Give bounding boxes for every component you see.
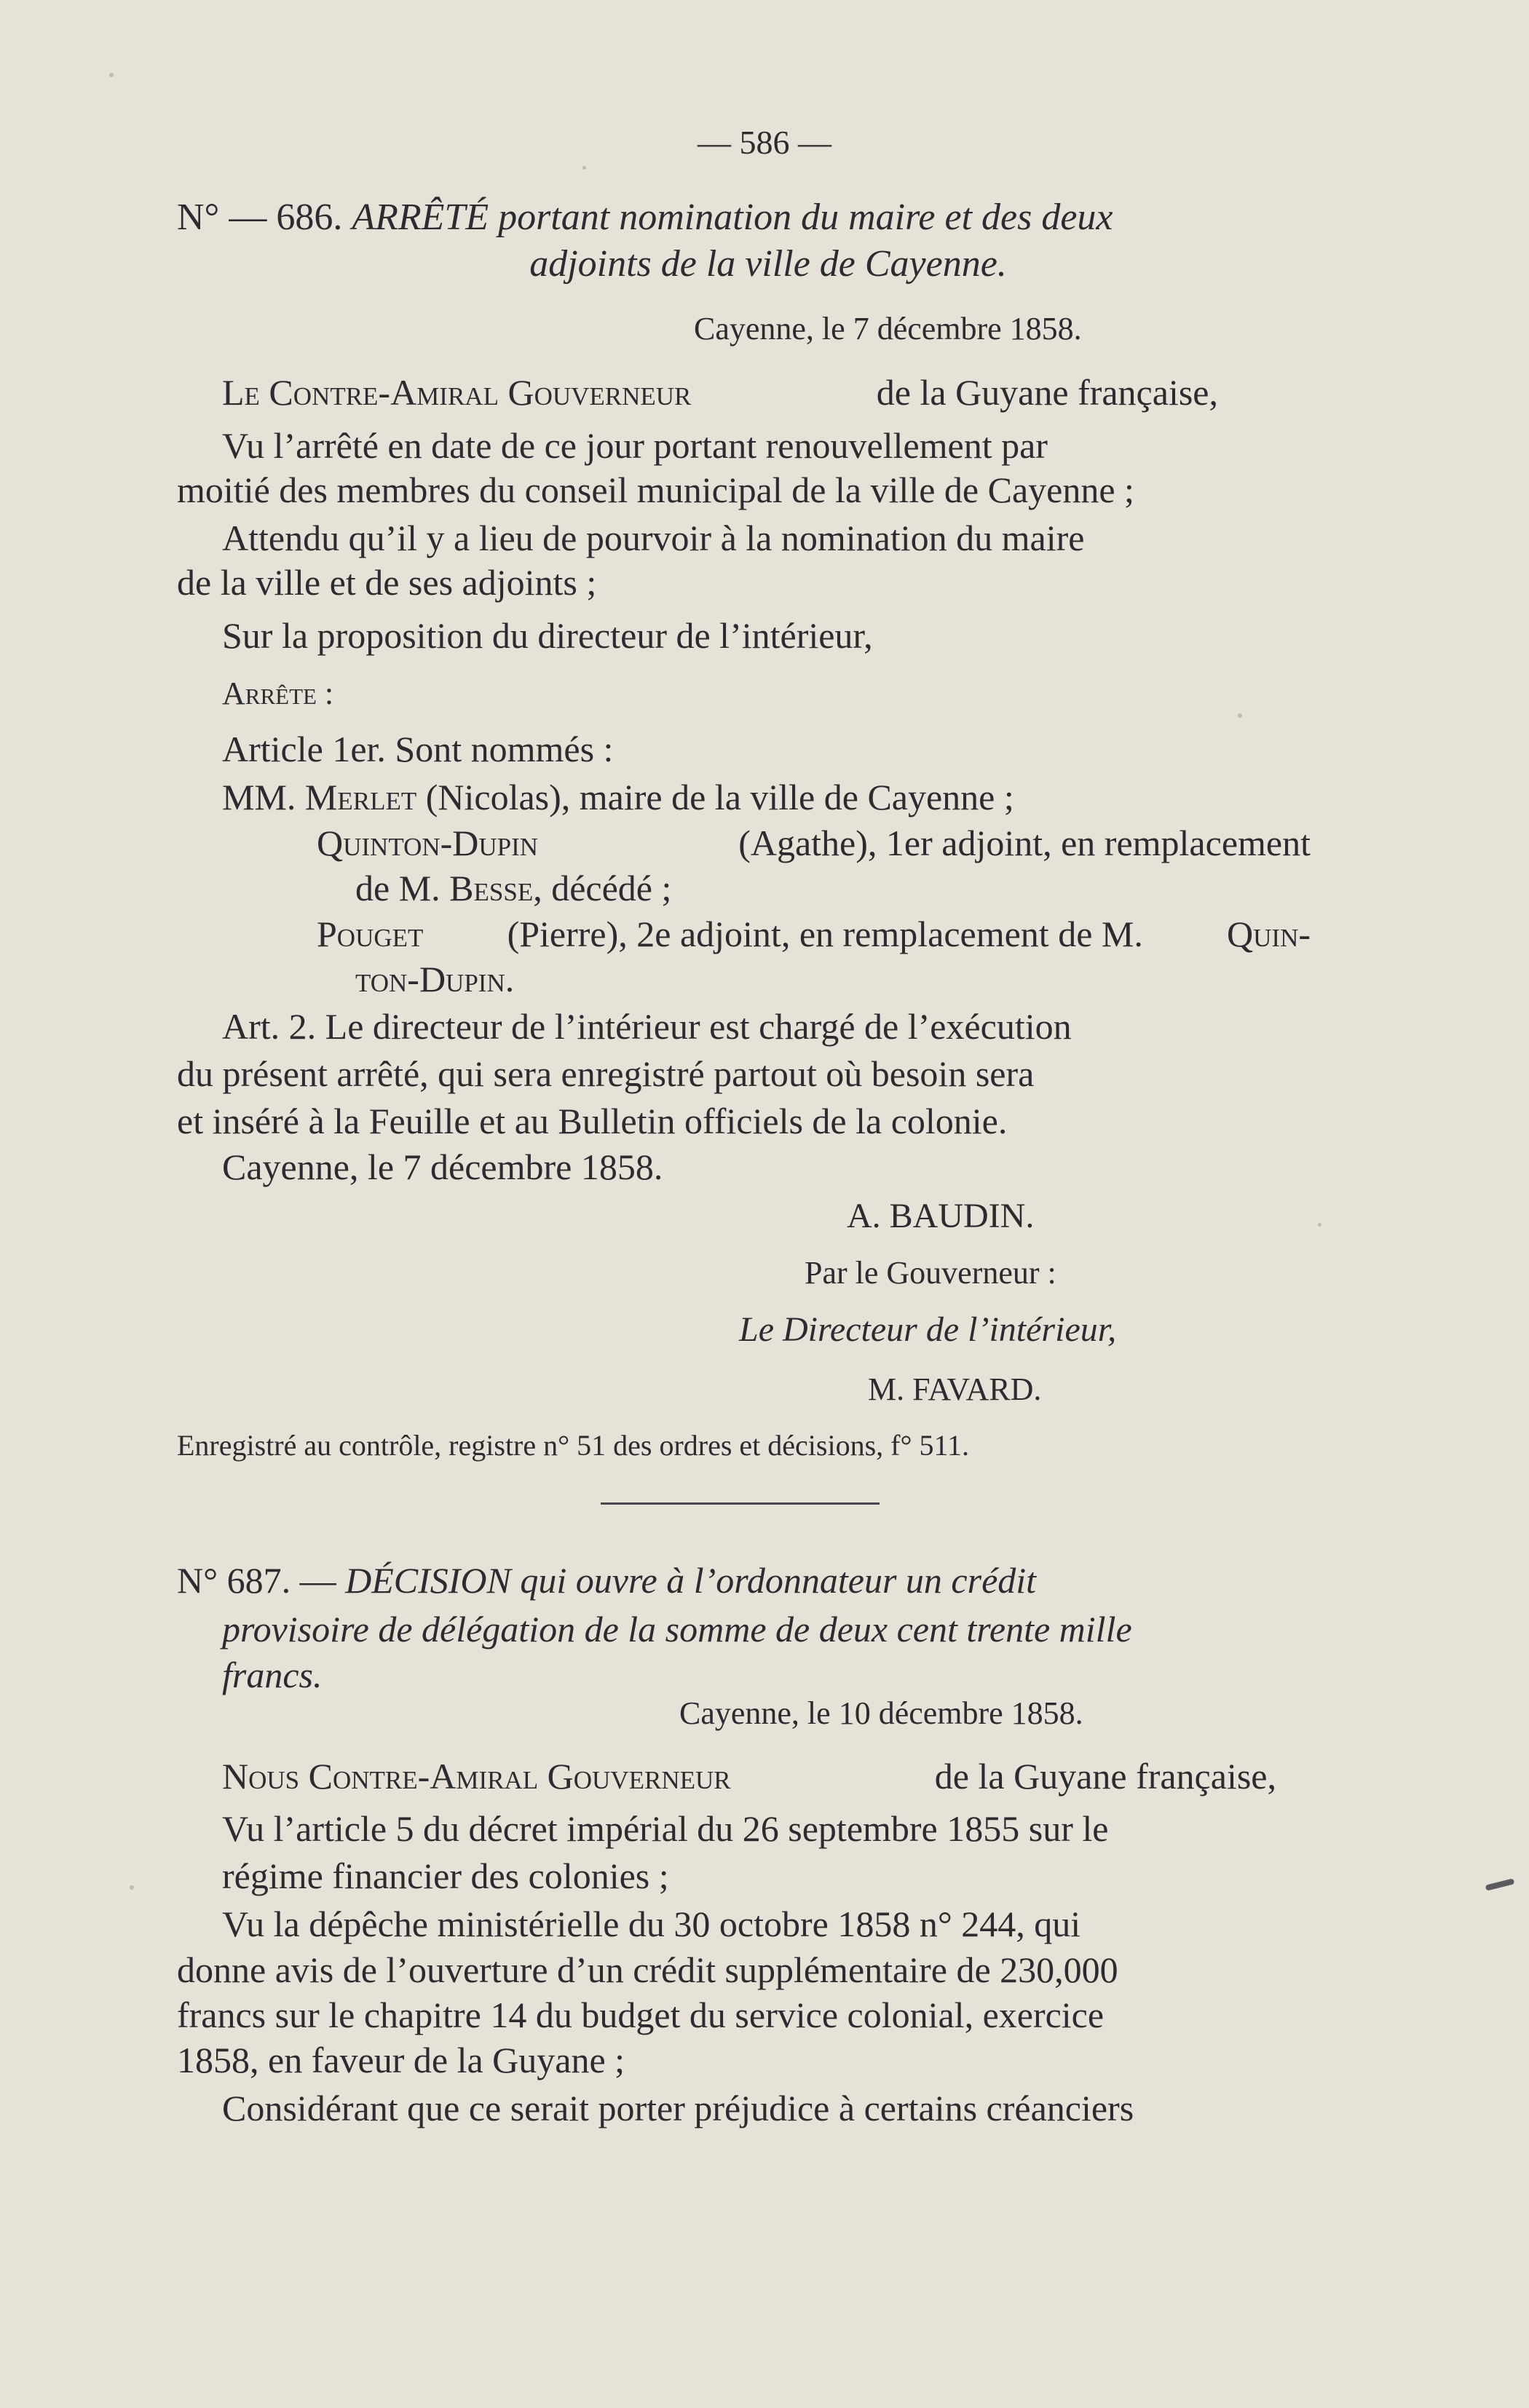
appointment-text: de M.: [355, 868, 440, 908]
preamble-line-1: [222, 1756, 1276, 1797]
text-line: 1858, en faveur de la Guyane ;: [177, 2040, 625, 2080]
heading-686-title: ARRÊTÉ portant nomination du maire et des deux: [352, 197, 1113, 238]
text-line: Vu l’article 5 du décret impérial du 26 septembre 1855 sur le: [222, 1808, 1109, 1849]
text-line: Considérant que ce serait porter préjudice à certains créanciers: [222, 2088, 1134, 2128]
appointment-text: (Agathe), 1er adjoint, en remplacement: [738, 823, 1311, 863]
authority-territory: de la Guyane française,: [876, 372, 1218, 413]
appointment-adjoint-2: [317, 916, 1311, 952]
preamble-line-1: [222, 374, 1218, 411]
appointment-text: , décédé ;: [533, 868, 672, 908]
appointment-adjoint-1: [317, 825, 1311, 861]
paper-speck: [109, 73, 114, 77]
authority-title: Le Contre-Amiral Gouverneur: [222, 372, 692, 413]
appointee-name: Merlet: [304, 777, 417, 817]
replaced-name: Quin-: [1227, 914, 1311, 954]
heading-687-number: N° 687. —: [177, 1560, 336, 1601]
closing-dateline: Cayenne, le 7 décembre 1858.: [222, 1146, 663, 1187]
dateline-687: Cayenne, le 10 décembre 1858.: [679, 1695, 1083, 1731]
text-line: du présent arrêté, qui sera enregistré partout où besoin sera: [177, 1053, 1035, 1094]
appointment-adjoint-2-continued: ton-Dupin.: [355, 959, 515, 999]
authority-territory: de la Guyane française,: [934, 1756, 1276, 1797]
appointment-prefix: MM.: [222, 777, 296, 817]
heading-687-continued: francs.: [222, 1655, 323, 1695]
appointment-adjoint-1-continued: [355, 870, 671, 906]
par-le-gouverneur: Par le Gouverneur :: [805, 1255, 1056, 1291]
paper-speck: [130, 1885, 134, 1890]
heading-687: [177, 1562, 1311, 1599]
article-2: Art. 2. Le directeur de l’intérieur est chargé de l’exécution: [222, 1006, 1072, 1047]
appointee-name: Quinton-Dupin: [317, 823, 539, 863]
appointee-name: Pouget: [317, 914, 424, 954]
heading-686-continued: adjoints de la ville de Cayenne.: [529, 243, 1007, 285]
text-line: et inséré à la Feuille et au Bulletin officiels de la colonie.: [177, 1101, 1008, 1141]
appointment-text: (Pierre), 2e adjoint, en remplacement de M.: [507, 914, 1143, 954]
text-line: francs sur le chapitre 14 du budget du service colonial, exercice: [177, 1995, 1105, 2035]
appointment-text: (Nicolas), maire de la ville de Cayenne ;: [425, 777, 1014, 817]
countersignature: M. FAVARD.: [868, 1371, 1042, 1407]
appointment-maire: [222, 779, 1014, 815]
text-line: Attendu qu’il y a lieu de pourvoir à la nomination du maire: [222, 518, 1085, 558]
arrete-heading: Arrête :: [222, 676, 334, 711]
text-line: moitié des membres du conseil municipal de la ville de Cayenne ;: [177, 470, 1134, 510]
heading-686: [177, 199, 1311, 237]
heading-686-number: N° — 686.: [177, 197, 343, 238]
dateline-686: Cayenne, le 7 décembre 1858.: [694, 311, 1082, 346]
authority-title: Nous Contre-Amiral Gouverneur: [222, 1756, 731, 1797]
page-number: — 586 —: [698, 124, 831, 161]
paper-mark: [1485, 1878, 1515, 1890]
signature: A. BAUDIN.: [847, 1197, 1035, 1235]
directeur-title: Le Directeur de l’intérieur,: [739, 1310, 1117, 1349]
article-1: Article 1er. Sont nommés :: [222, 729, 614, 769]
text-line: Vu la dépêche ministérielle du 30 octobre 1858 n° 244, qui: [222, 1904, 1081, 1944]
paper-speck: [1318, 1223, 1321, 1227]
paper-speck: [1238, 713, 1242, 718]
section-divider: [601, 1502, 880, 1505]
registration-note: Enregistré au contrôle, registre n° 51 des ordres et décisions, f° 511.: [177, 1429, 969, 1462]
heading-687-title: DÉCISION qui ouvre à l’ordonnateur un crédit: [345, 1560, 1037, 1601]
text-line: donne avis de l’ouverture d’un crédit supplémentaire de 230,000: [177, 1949, 1118, 1990]
deceased-name: Besse: [449, 868, 534, 908]
text-line: Vu l’arrêté en date de ce jour portant renouvellement par: [222, 425, 1048, 466]
text-line: de la ville et de ses adjoints ;: [177, 562, 597, 603]
text-line: Sur la proposition du directeur de l’intérieur,: [222, 615, 873, 656]
text-line: régime financier des colonies ;: [222, 1855, 669, 1896]
heading-687-continued: provisoire de délégation de la somme de deux cent trente mille: [222, 1609, 1132, 1649]
paper-speck: [582, 166, 586, 170]
